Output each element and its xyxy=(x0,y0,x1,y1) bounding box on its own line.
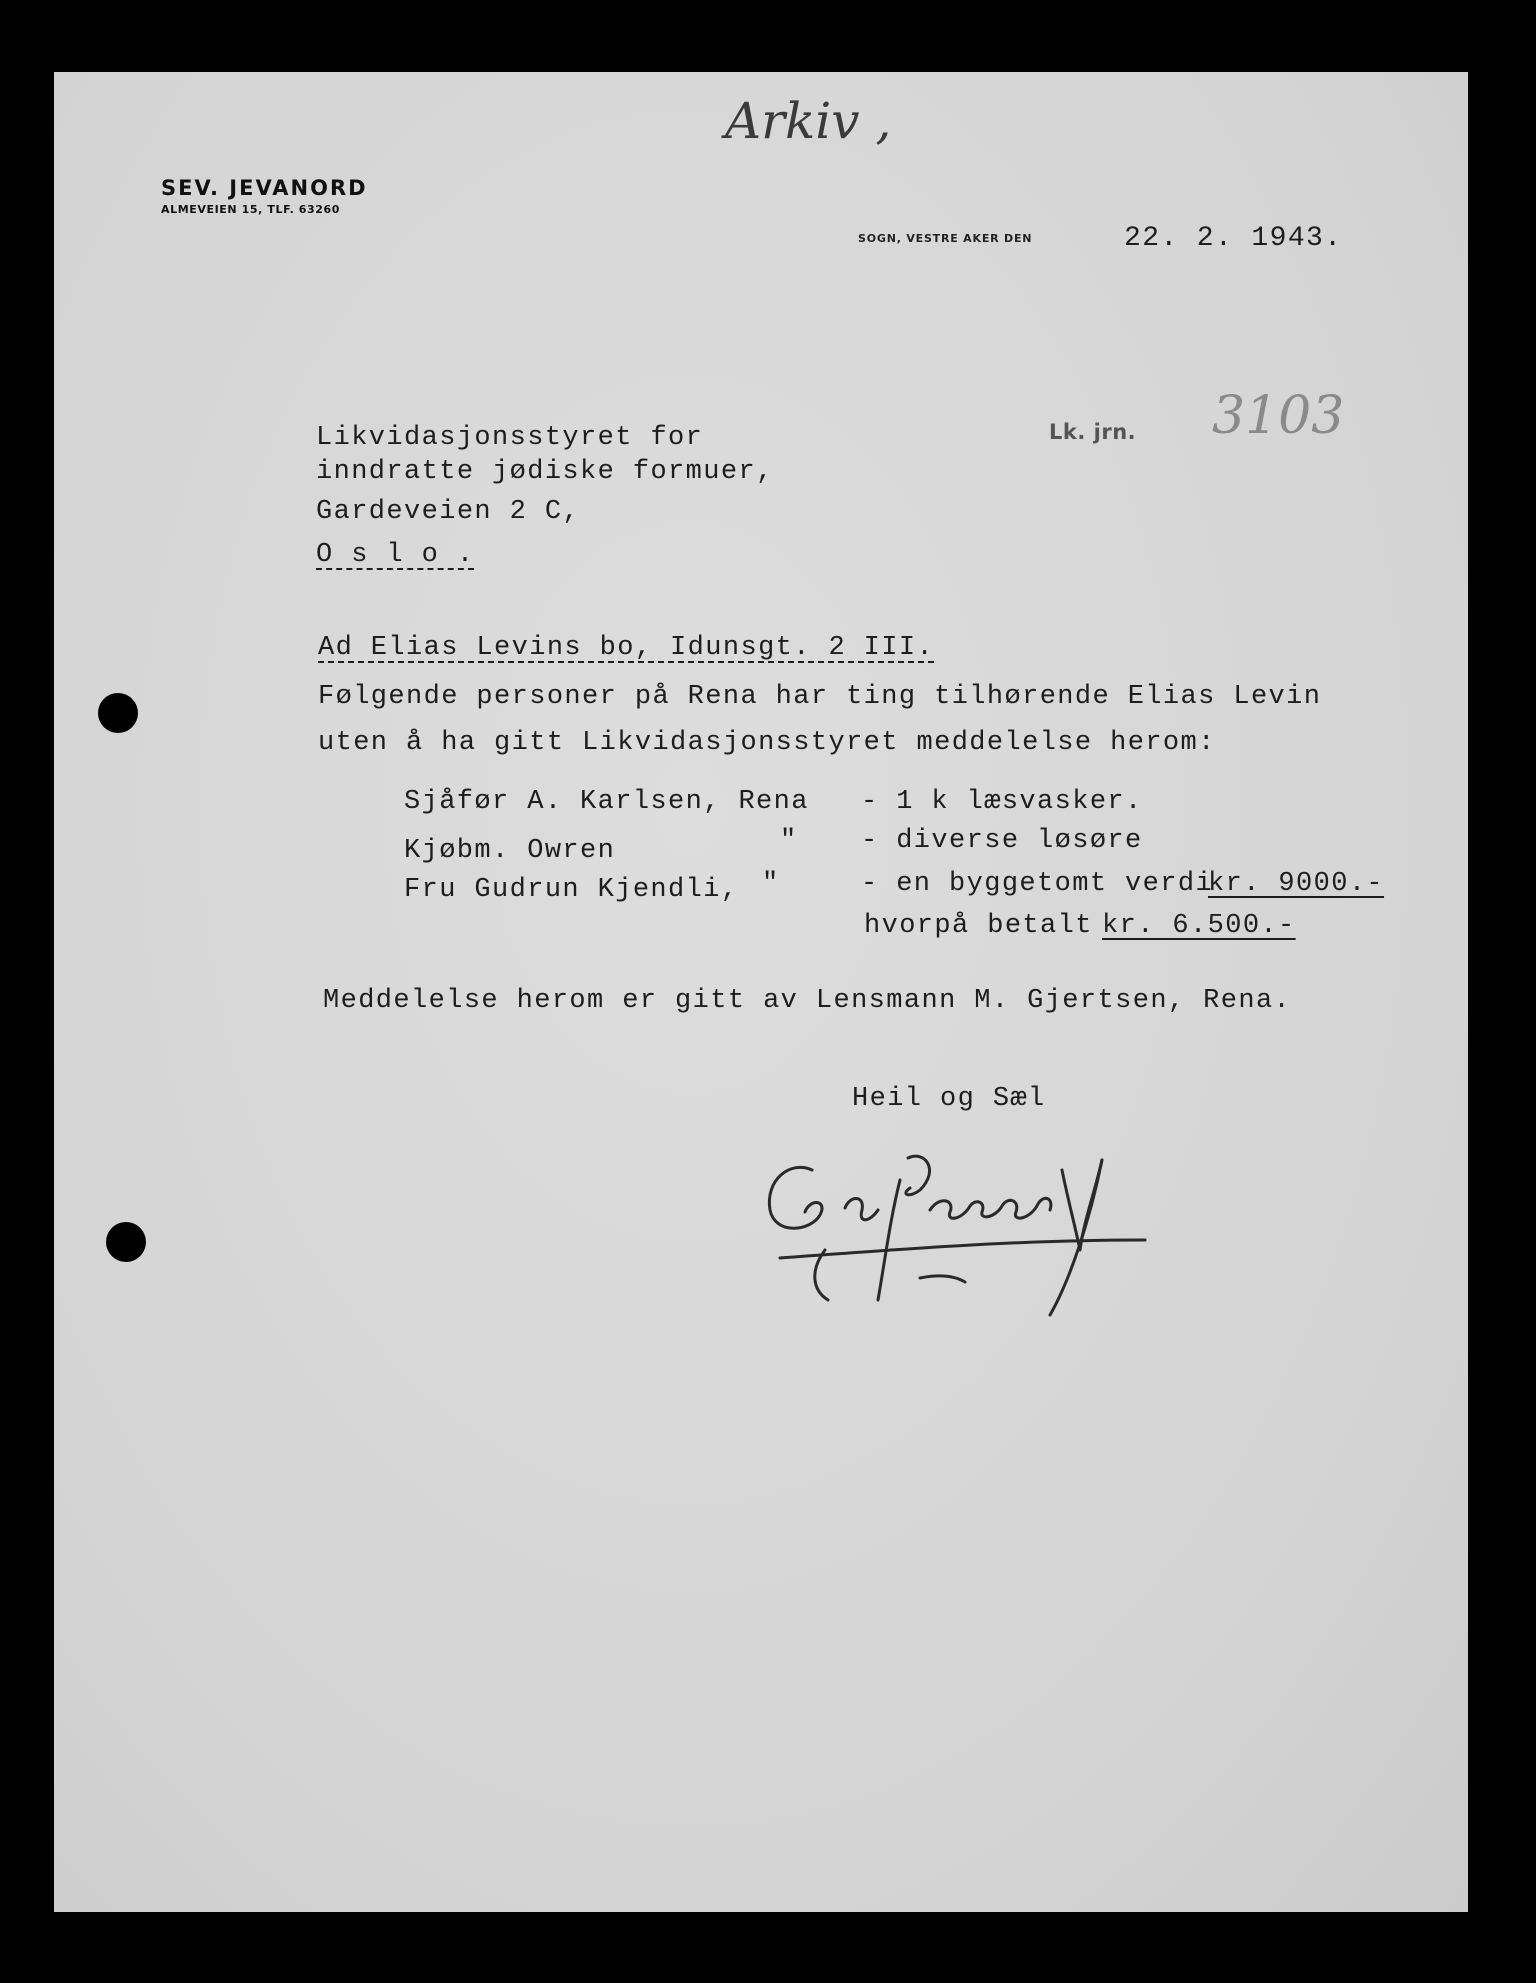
recipient-line-2: inndratte jødiske formuer, xyxy=(316,457,774,487)
item-person: Sjåfør A. Karlsen, Rena xyxy=(404,787,809,817)
item-amount: kr. 9000.- xyxy=(1208,869,1385,899)
ditto-mark: " xyxy=(762,869,780,899)
handwritten-annotation: Arkiv , xyxy=(725,92,892,150)
letter-subject: Ad Elias Levins bo, Idunsgt. 2 III. xyxy=(318,633,935,663)
item-description: - 1 k læsvasker. xyxy=(861,787,1143,817)
signature-text: Sev. Jevanord xyxy=(750,1140,758,1141)
letter-date: 22. 2. 1943. xyxy=(1124,223,1343,254)
letterhead-address: ALMEVEIEN 15, TLF. 63260 xyxy=(161,203,341,216)
body-line-1: Følgende personer på Rena har ting tilhørende Elias Levin xyxy=(318,682,1322,712)
item-person: Fru Gudrun Kjendli, xyxy=(404,875,739,905)
letterhead-name: SEV. JEVANORD xyxy=(161,176,368,200)
item-description: - diverse løsøre xyxy=(861,826,1143,856)
closing-salutation: Heil og Sæl xyxy=(852,1084,1046,1114)
item-description: - en byggetomt verdi xyxy=(861,869,1214,899)
paid-amount: kr. 6.500.- xyxy=(1102,911,1296,941)
signature-drawing xyxy=(750,1140,1170,1320)
recipient-line-1: Likvidasjonsstyret for xyxy=(316,423,704,453)
ditto-mark: " xyxy=(780,826,798,856)
recipient-line-3: Gardeveien 2 C, xyxy=(316,497,581,527)
body-line-2: uten å ha gitt Likvidasjonsstyret meddelelse herom: xyxy=(318,728,1216,758)
punch-hole-top xyxy=(98,693,138,733)
notice-line: Meddelelse herom er gitt av Lensmann M. Gjertsen, Rena. xyxy=(323,986,1292,1016)
paid-line-text: hvorpå betalt xyxy=(864,911,1093,941)
item-person: Kjøbm. Owren xyxy=(404,836,616,866)
recipient-city: O s l o . xyxy=(316,540,475,570)
journal-label: Lk. jrn. xyxy=(1049,420,1137,444)
journal-number: 3103 xyxy=(1212,386,1345,446)
date-prefix: SOGN, VESTRE AKER DEN xyxy=(858,232,1033,245)
punch-hole-bottom xyxy=(106,1222,146,1262)
